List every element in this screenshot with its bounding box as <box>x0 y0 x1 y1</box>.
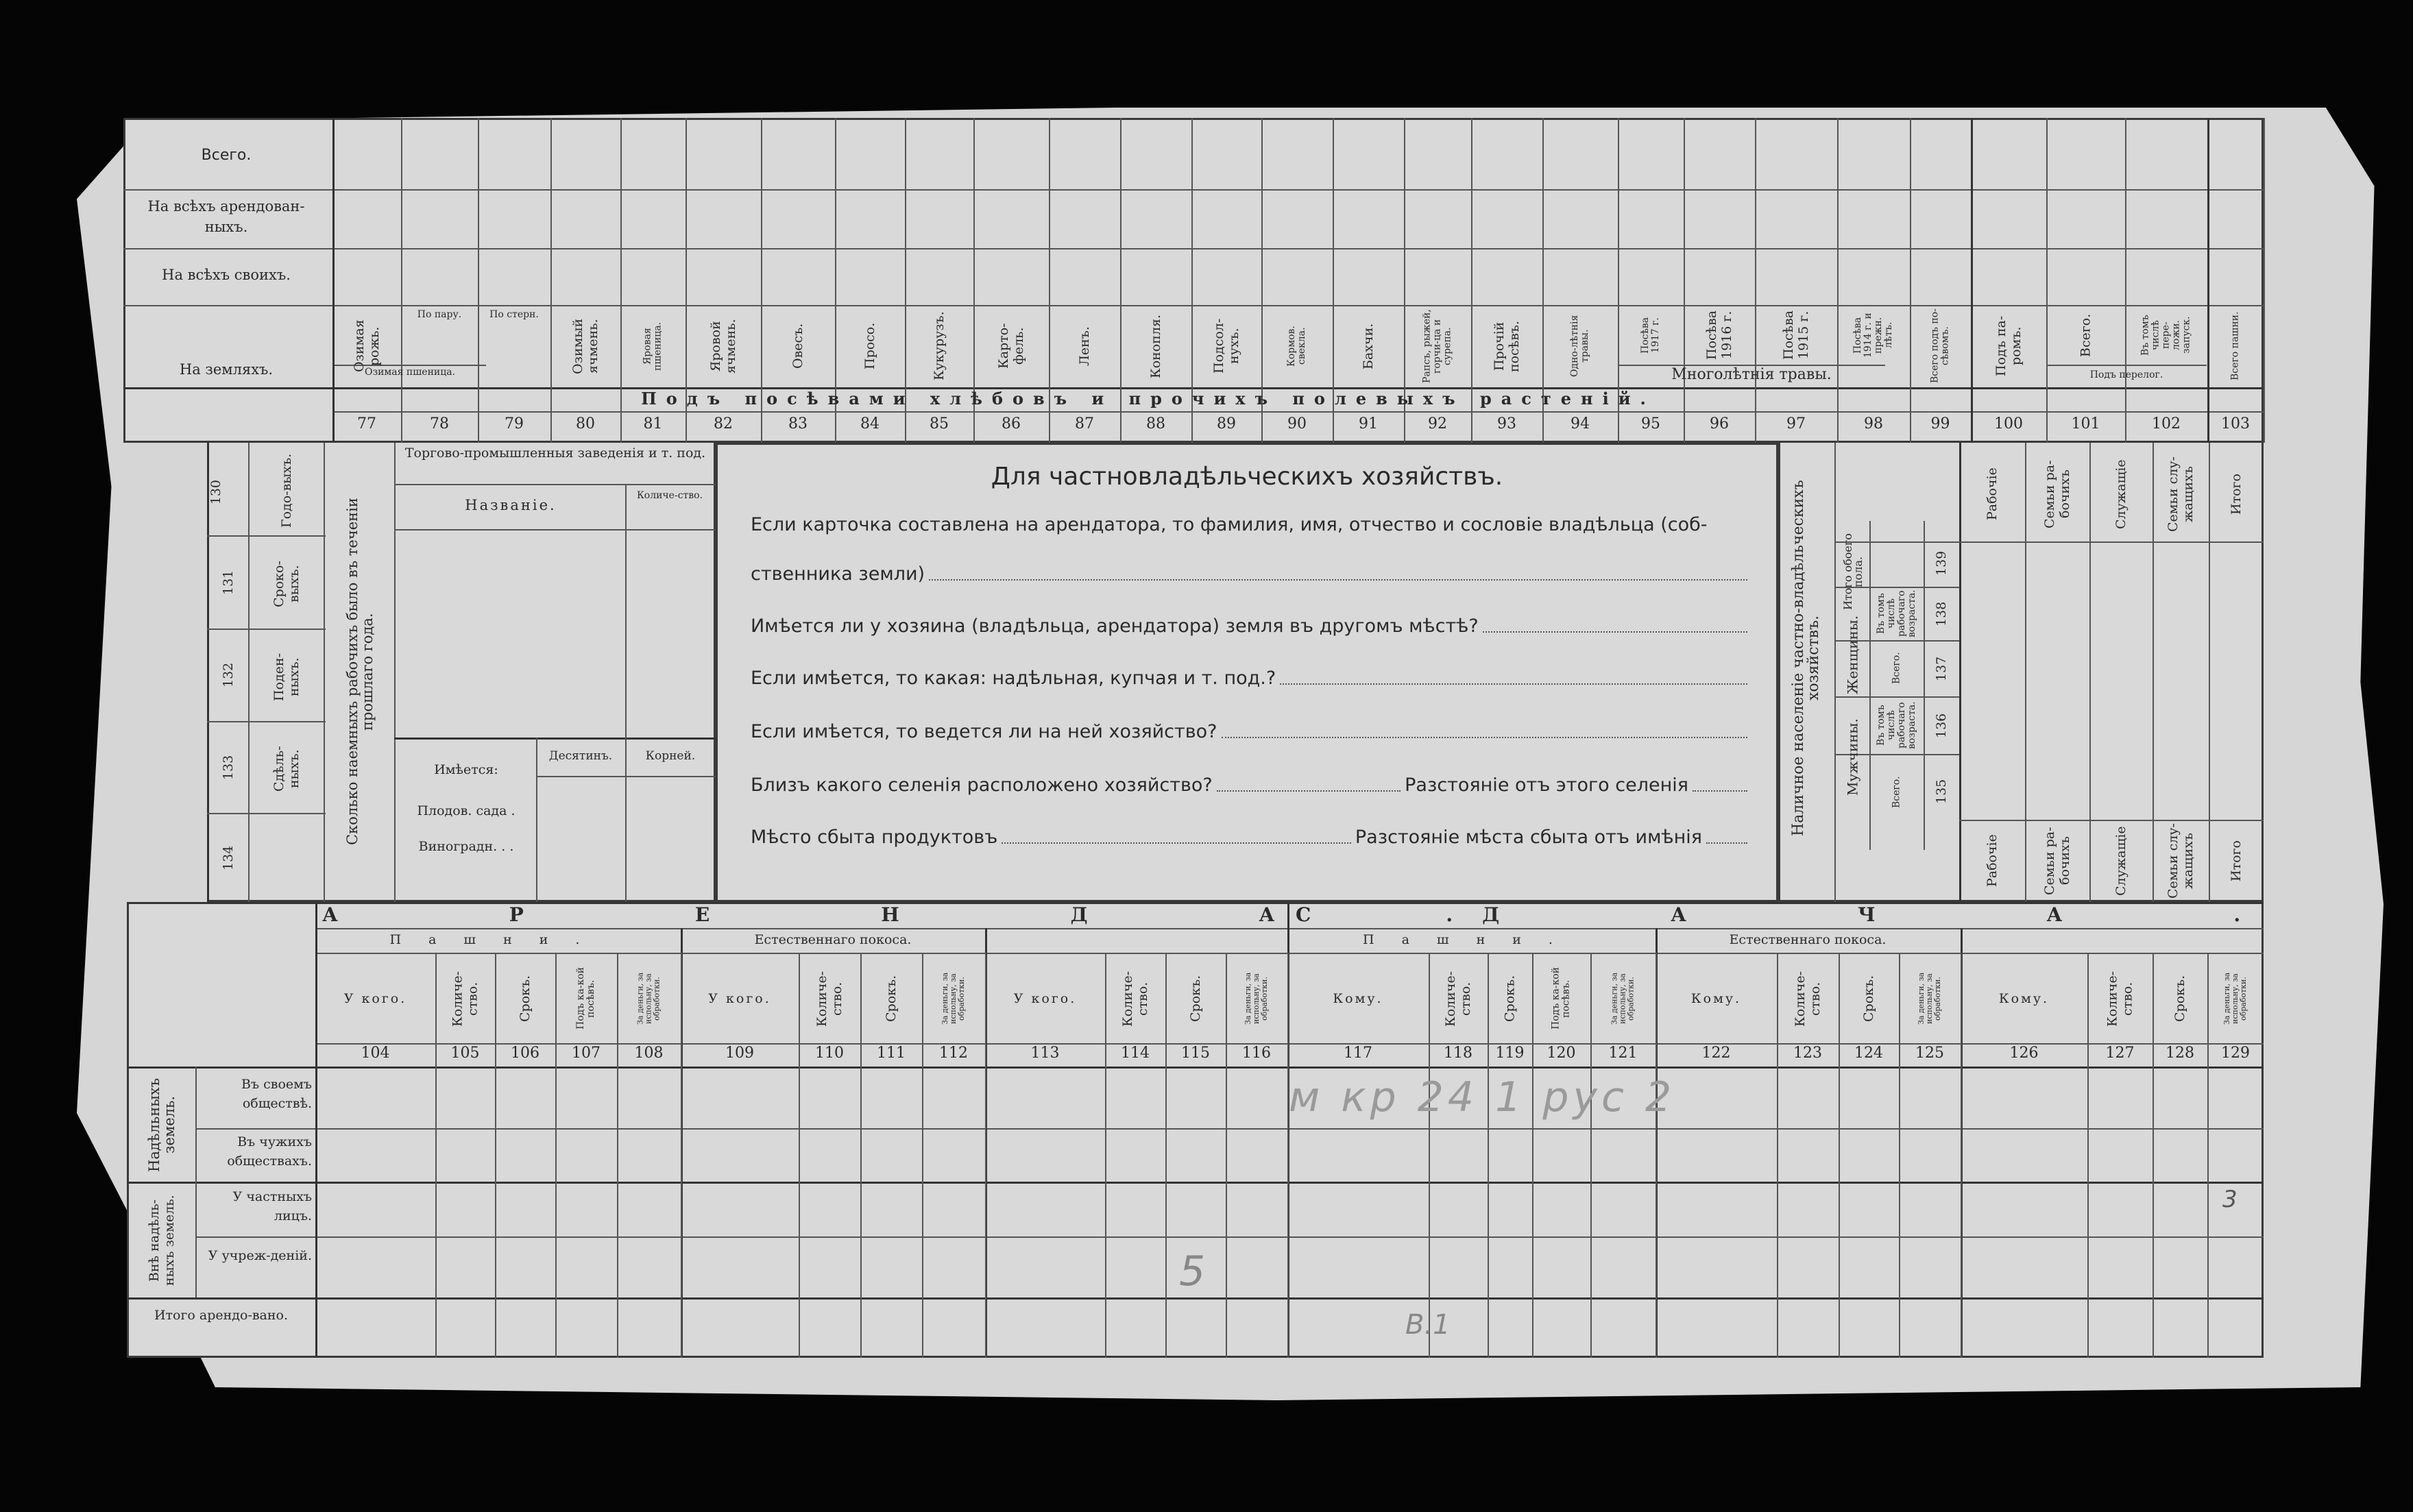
lease-col-label: За деньги, за испольну, за обработки. <box>941 972 966 1025</box>
pop-sluzh-bottom: Служащіе <box>2113 826 2129 896</box>
crops-band: Подъ посѣвами хлѣбовъ и прочихъ полевыхъ растеній. <box>641 389 1656 409</box>
trade-korney: Корней. <box>645 749 696 763</box>
pop-zh-vsego: Всего. <box>1891 652 1902 685</box>
arenda-pashni: Пашни. <box>389 932 607 947</box>
crop-col-number: 91 <box>1359 415 1378 432</box>
private-q5: Близъ какого селенія расположено хозяйство? Разстояніе отъ этого селенія <box>751 775 1751 796</box>
lease-col-label: Количе-ство. <box>450 971 481 1027</box>
crop-col-number: 77 <box>357 415 376 432</box>
num-134: 134 <box>221 845 236 871</box>
lease-col-number: 114 <box>1121 1045 1150 1062</box>
lease-col-label: У кого. <box>708 991 771 1006</box>
crop-col-number: 87 <box>1075 415 1094 432</box>
lease-col-number: 108 <box>634 1045 664 1062</box>
lease-col-number: 111 <box>877 1045 906 1062</box>
crop-col-label: Кормов. свекла. <box>1286 326 1307 367</box>
crop-col-number: 103 <box>2221 415 2250 432</box>
crop-col-label: Посѣва 1917 г. <box>1640 317 1661 354</box>
lease-col-number: 127 <box>2105 1045 2135 1062</box>
lease-col-number: 106 <box>511 1045 539 1062</box>
crop-col-number: 94 <box>1571 415 1590 432</box>
private-q1a: Если карточка составлена на арендатора, то фамилия, имя, отчество и сословіе владѣльца (соб- <box>751 514 1708 535</box>
pop-sluzh-top: Служащіе <box>2113 459 2129 529</box>
crop-col-label: Овесъ. <box>790 323 805 369</box>
crop-col-number: 89 <box>1217 415 1236 432</box>
trade-plodov: Плодов. сада . <box>417 803 516 818</box>
lease-col-label: За деньги, за испольну, за обработки. <box>1244 972 1269 1025</box>
mnogoletnie-header: Многолѣтнія травы. <box>1671 366 1832 383</box>
lease-col-number: 124 <box>1854 1045 1883 1062</box>
lease-col-number: 116 <box>1242 1045 1271 1062</box>
sdacha-estestv: Естественнаго покоса. <box>1729 932 1887 947</box>
crop-col-label: Одно-лѣтнія травы. <box>1569 315 1590 378</box>
crop-col-number: 93 <box>1497 415 1516 432</box>
lease-col-label: За деньги, за испольну, за обработки. <box>635 972 662 1025</box>
trade-nazvanie: Названіе. <box>465 497 557 513</box>
private-q1b: ственника земли) <box>751 563 1751 585</box>
num-136: 136 <box>1934 713 1949 739</box>
podennyh: Поден-ныхъ. <box>271 653 302 702</box>
golovyh: Годо-выхъ. <box>279 453 294 528</box>
pop-semi-sluzh-bottom: Семьи слу-жащихъ <box>2166 823 2196 899</box>
pop-muzhchiny: Мужчины. <box>1844 718 1861 796</box>
u-chastnyh: У частныхъ лицъ. <box>232 1189 312 1223</box>
crop-col-label: Подсол-нухъ. <box>1211 318 1241 374</box>
crop-col-label: Посѣва 1915 г. <box>1781 310 1811 361</box>
lease-col-label: Срокъ. <box>1861 975 1876 1023</box>
lease-col-number: 122 <box>1701 1045 1731 1062</box>
itogo-arendovano: Итого арендо-вано. <box>154 1308 289 1323</box>
lease-col-number: 128 <box>2166 1045 2194 1062</box>
pop-semi-sluzh-top: Семьи слу-жащихъ <box>2166 456 2196 532</box>
crop-col-number: 95 <box>1641 415 1660 432</box>
pop-semi-rab-top: Семьи ра-бочихъ <box>2042 460 2072 528</box>
pop-itogo-oboego: Итого обоего пола. <box>1841 533 1865 610</box>
crop-col-label: Яровая пшеница. <box>642 321 664 371</box>
lease-col-number: 109 <box>725 1045 754 1062</box>
num-139: 139 <box>1934 550 1949 576</box>
trade-imeetsya: Имѣется: <box>434 762 498 777</box>
crop-col-label: Посѣва 1916 г. <box>1704 310 1734 361</box>
lease-col-number: 123 <box>1793 1045 1822 1062</box>
pencil-note: м кр 24 1 рус 2 <box>1289 1073 1676 1121</box>
crop-col-number: 102 <box>2152 415 2181 432</box>
lease-col-number: 115 <box>1181 1045 1210 1062</box>
trade-desyatin: Десятинъ. <box>548 749 613 763</box>
crop-col-label: Посѣва 1914 г. и прежн. лѣтъ. <box>1852 313 1894 358</box>
pop-m-vsego: Всего. <box>1891 776 1902 809</box>
lease-col-label: Количе-ство. <box>1120 971 1150 1027</box>
lease-col-number: 107 <box>572 1045 601 1062</box>
sdacha-pashni: Пашни. <box>1363 932 1580 947</box>
crop-col-label: Карто-фель. <box>996 323 1026 369</box>
lease-col-label: Количе-ство. <box>1793 971 1823 1027</box>
lease-col-label: Срокъ. <box>884 975 899 1023</box>
crop-col-label: По пару. <box>417 309 462 320</box>
pop-zhenshchiny: Женщины. <box>1844 615 1861 694</box>
trade-kolichestvo: Количе-ство. <box>636 490 703 501</box>
private-q4: Если имѣется, то ведется ли на ней хозяйство? <box>751 721 1751 742</box>
lease-col-label: Количе-ство. <box>2105 971 2135 1027</box>
lease-col-label: У кого. <box>343 991 407 1006</box>
crop-col-number: 82 <box>714 415 733 432</box>
crop-col-number: 99 <box>1930 415 1950 432</box>
row-zemlyah: На земляхъ. <box>179 361 274 378</box>
lease-col-number: 121 <box>1608 1045 1638 1062</box>
nadelnyh-label: Надѣльныхъ земель. <box>146 1077 178 1172</box>
row-arend-2: ныхъ. <box>204 219 248 235</box>
crop-col-label: Всего пашни. <box>2229 311 2241 381</box>
row-svoih: На всѣхъ своихъ. <box>162 267 291 283</box>
lease-col-label: Кому. <box>1998 991 2050 1006</box>
sdelnyh: Сдѣль-ныхъ. <box>271 746 302 792</box>
crop-col-number: 88 <box>1146 415 1165 432</box>
crop-col-label: Всего. <box>2078 313 2094 357</box>
lease-col-number: 118 <box>1444 1045 1472 1062</box>
lease-col-label: Кому. <box>1690 991 1742 1006</box>
crop-col-label: Яровой ячмень. <box>708 319 738 374</box>
crop-col-label: Ленъ. <box>1077 326 1092 366</box>
crop-col-number: 84 <box>860 415 880 432</box>
crop-col-number: 78 <box>430 415 449 432</box>
private-q3: Если имѣется, то какая: надѣльная, купчая и т. под.? <box>751 668 1751 689</box>
pod-perelog-header: Подъ перелог. <box>2089 369 2163 380</box>
v-svoem: Въ своемъ обществѣ. <box>241 1077 312 1111</box>
lease-col-number: 110 <box>815 1045 844 1062</box>
crop-col-label: Всего подъ по-сѣвомъ. <box>1929 308 1951 384</box>
vne-nadelnyh-label: Внѣ надѣль-ныхъ земель. <box>147 1195 177 1287</box>
arenda-header: АРЕНДА. <box>322 903 1625 926</box>
pencil-mark-3: 3 <box>2222 1186 2238 1213</box>
lease-col-label: Подъ ка-кой посѣвъ. <box>1550 967 1572 1030</box>
lease-col-label: За деньги, за испольну, за обработки. <box>1610 972 1636 1025</box>
ozimaya-pshenitsa: Озимая пшеница. <box>364 367 456 378</box>
pop-rabochie-top: Рабочіе <box>1985 467 2000 521</box>
lease-col-label: Количе-ство. <box>1443 971 1473 1027</box>
crop-col-label: Рапсъ, рыжей, горчи-ца и сурепа. <box>1421 309 1453 383</box>
lease-col-number: 113 <box>1030 1045 1060 1062</box>
crop-col-number: 86 <box>1002 415 1021 432</box>
crop-col-label: Въ томъ числѣ пере-ложи. запуск. <box>2139 315 2192 356</box>
pop-itogo-bottom: Итого <box>2229 840 2244 881</box>
crop-col-label: Озимый ячмень. <box>570 318 601 374</box>
crop-col-label: Просо. <box>862 322 877 370</box>
crop-col-number: 98 <box>1864 415 1883 432</box>
lease-col-label: За деньги, за испольну, за обработки. <box>1917 972 1942 1025</box>
trade-vinogradn: Виноградн. . . <box>418 839 514 854</box>
crop-col-number: 96 <box>1710 415 1729 432</box>
private-q6: Мѣсто сбыта продуктовъ Разстояніе мѣста сбыта отъ имѣнія <box>751 827 1751 848</box>
lease-col-label: Срокъ. <box>1188 975 1203 1023</box>
crop-col-label: Подъ па-ромъ. <box>1993 315 2024 377</box>
lease-col-label: Кому. <box>1333 991 1383 1006</box>
pop-itogo-top: Итого <box>2229 474 2244 515</box>
row-arend: На всѣхъ арендован- <box>147 198 305 215</box>
crop-col-number: 79 <box>505 415 524 432</box>
crop-col-label: Кукурузъ. <box>932 311 947 381</box>
skolko-rabochih: Сколько наемныхъ рабочихъ было въ теченіи прошлаго года. <box>344 498 376 846</box>
lease-col-number: 112 <box>939 1045 968 1062</box>
lease-col-label: Срокъ. <box>2172 975 2187 1023</box>
lease-col-number: 105 <box>450 1045 480 1062</box>
num-133: 133 <box>221 755 236 781</box>
lease-col-label: За деньги, за испольну, за обработки. <box>2222 972 2248 1025</box>
lease-col-label: Количе-ство. <box>814 971 845 1027</box>
crop-col-label: Конопля. <box>1148 314 1163 378</box>
lease-col-number: 120 <box>1547 1045 1576 1062</box>
crop-col-number: 92 <box>1428 415 1447 432</box>
crop-col-label: Бахчи. <box>1361 323 1376 369</box>
srochnyh: Сроко-выхъ. <box>271 561 302 607</box>
crop-col-number: 97 <box>1786 415 1806 432</box>
pop-rabochie-bottom: Рабочіе <box>1985 834 2000 888</box>
arenda-estestv: Естественнаго покоса. <box>754 932 912 947</box>
lease-col-label: Срокъ. <box>1502 975 1518 1023</box>
num-130: 130 <box>208 480 223 505</box>
pop-zh-v-tom: Въ томъ числѣ рабочаго возраста. <box>1876 589 1917 637</box>
num-137: 137 <box>1934 656 1949 682</box>
lease-col-number: 119 <box>1495 1045 1525 1062</box>
crop-col-number: 100 <box>1994 415 2023 432</box>
private-q2: Имѣется ли у хозяина (владѣльца, арендатора) земля въ другомъ мѣстѣ? <box>751 615 1751 637</box>
u-uchrezh: У учреж-деній. <box>208 1248 312 1263</box>
crop-col-number: 101 <box>2071 415 2100 432</box>
crop-col-label: Озимая рожь. <box>352 319 382 373</box>
pop-semi-rab-bottom: Семьи ра-бочихъ <box>2042 827 2072 895</box>
crop-col-number: 90 <box>1287 415 1307 432</box>
sdacha-header: СДАЧА. <box>1296 903 2412 926</box>
num-138: 138 <box>1934 601 1949 627</box>
v-chuzhih: Въ чужихъ обществахъ. <box>227 1134 312 1169</box>
lease-col-label: Подъ ка-кой посѣвъ. <box>575 967 596 1030</box>
trade-title: Торгово-промышленныя заведенія и т. под. <box>404 446 706 461</box>
crop-col-number: 85 <box>930 415 949 432</box>
num-131: 131 <box>221 570 236 596</box>
lease-col-number: 126 <box>2009 1045 2039 1062</box>
num-135: 135 <box>1934 779 1949 805</box>
pop-m-v-tom: Въ томъ числѣ рабочаго возраста. <box>1876 701 1917 749</box>
lease-col-label: Срокъ. <box>518 975 533 1023</box>
crop-col-number: 81 <box>643 415 663 432</box>
crop-col-number: 80 <box>576 415 595 432</box>
crop-col-label: Прочій посѣвъ. <box>1492 320 1522 372</box>
lease-col-number: 125 <box>1915 1045 1944 1062</box>
lease-col-number: 104 <box>361 1045 390 1062</box>
lease-col-number: 129 <box>2221 1045 2250 1062</box>
pencil-mark-1: 5 <box>1179 1247 1206 1295</box>
crop-col-number: 83 <box>788 415 808 432</box>
num-132: 132 <box>221 662 236 688</box>
row-vsego: Всего. <box>201 147 252 164</box>
population-title: Наличное населеніе частно-владѣльческихъ хозяйствъ. <box>1790 480 1822 836</box>
private-title: Для частновладѣльческихъ хозяйствъ. <box>991 463 1503 491</box>
lease-col-label: У кого. <box>1013 991 1077 1006</box>
pencil-mark-2: В.1 <box>1405 1309 1451 1341</box>
crop-col-label: По стерн. <box>489 309 539 320</box>
lease-col-number: 117 <box>1344 1045 1372 1062</box>
